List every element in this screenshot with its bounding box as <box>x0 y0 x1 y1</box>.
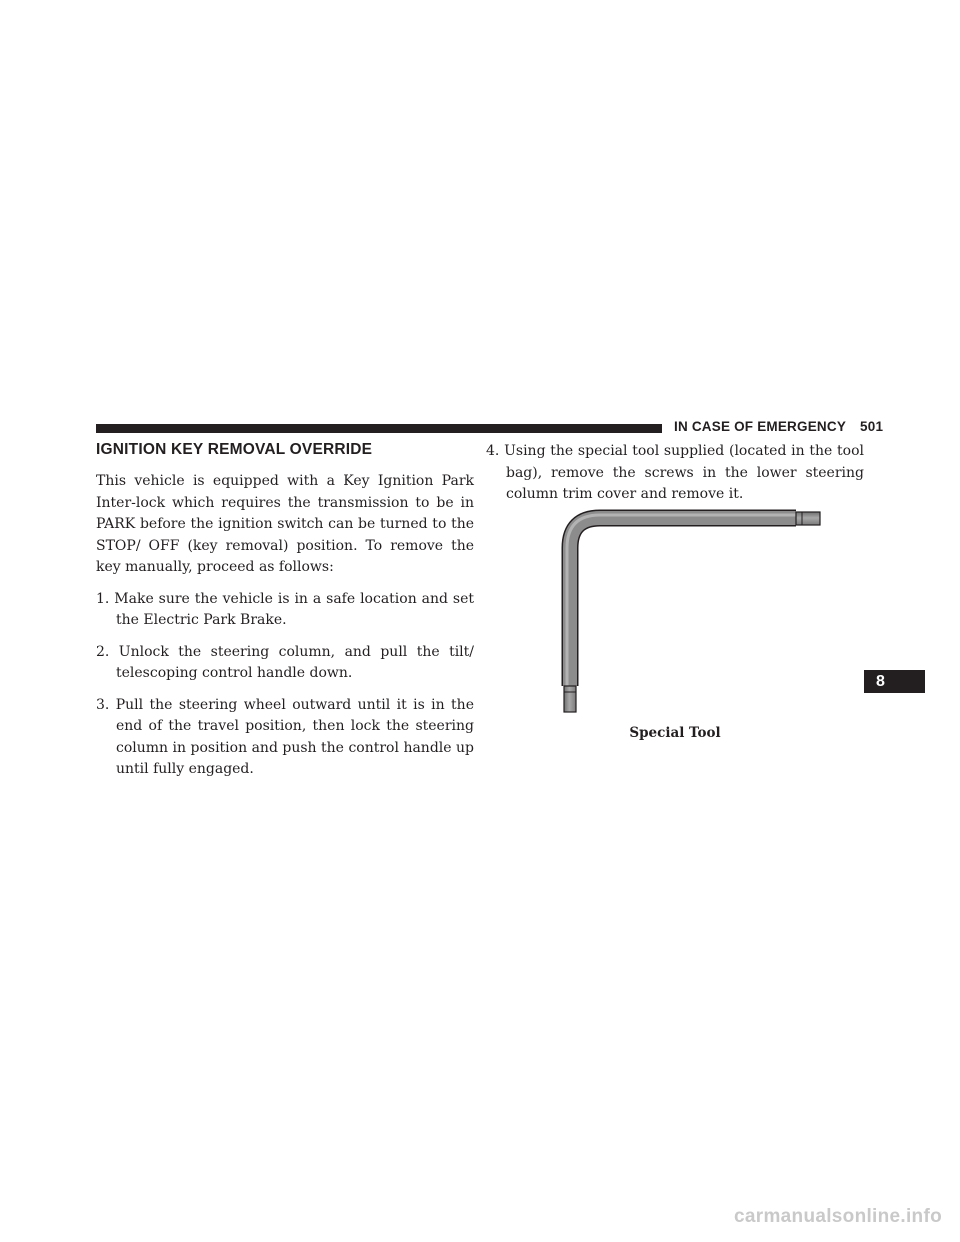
step-1: 1. Make sure the vehicle is in a safe location and set the Electric Park Brake. <box>96 590 474 628</box>
page-number: 501 <box>860 419 884 434</box>
tool-body <box>570 518 796 686</box>
right-column <box>486 441 864 506</box>
running-header <box>674 419 883 434</box>
chapter-tab: 8 <box>864 670 925 693</box>
intro-paragraph: This vehicle is equipped with a Key Ignition Park Inter-lock which requires the transmission to be in PARK before the ignition switch can be turned to the STOP/ OFF (key removal) position. To remove the key manually, proceed as follows: <box>96 473 474 575</box>
header-section-title: IN CASE OF EMERGENCY <box>674 419 847 434</box>
watermark: carmanualsonline.info <box>734 1206 942 1227</box>
step-2: 2. Unlock the steering column, and pull the tilt/ telescoping control handle down. <box>96 643 474 681</box>
header-rule <box>96 424 662 433</box>
section-heading: IGNITION KEY REMOVAL OVERRIDE <box>96 441 373 458</box>
tool-tip-right <box>796 512 820 525</box>
figure-caption: Special Tool <box>629 725 721 741</box>
step-4: 4. Using the special tool supplied (located in the tool bag), remove the screws in the lower steering column trim cover and remove it. <box>486 443 864 502</box>
left-column <box>96 471 474 781</box>
step-3: 3. Pull the steering wheel outward until it is in the end of the travel position, then lock the steering column in position and push the control handle up until fully engaged. <box>96 696 474 777</box>
tool-tip-bottom <box>564 686 576 712</box>
special-tool-illustration <box>540 508 830 718</box>
